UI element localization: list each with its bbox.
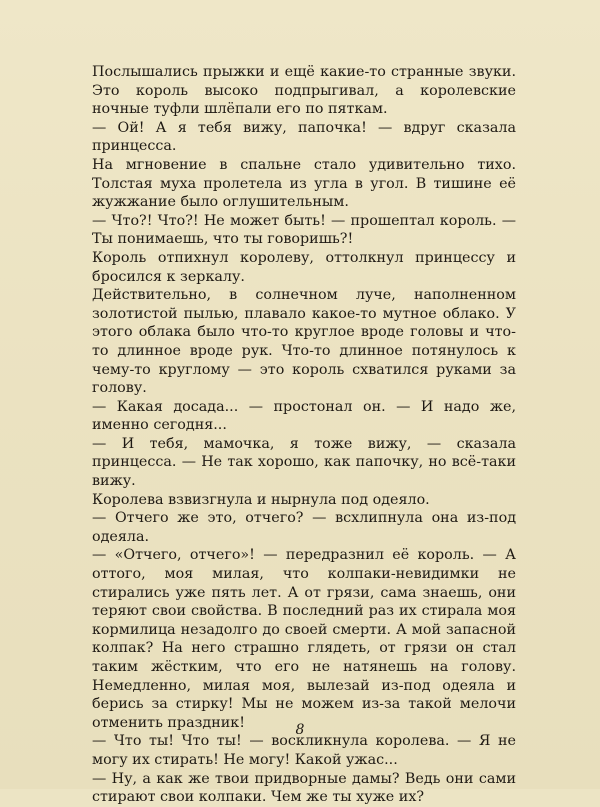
page-text [92, 63, 516, 807]
paragraph-3: На мгновение в спальне стало удивительно тихо. Толстая муха пролетела из угла в угол. В тишине её жужжание было оглушительным. [92, 156, 516, 211]
paragraph-12: — Что ты! Что ты! — воскликнула королева. — Я не могу их стирать! Не могу! Какой ужас... [92, 733, 516, 768]
paragraph-13: — Ну, а как же твои придворные дамы? Ведь они сами стирают свои колпаки. Чем же ты хуже их? [92, 770, 516, 806]
paragraph-2: — Ой! А я тебя вижу, папочка! — вдруг сказала принцесса. [92, 119, 516, 155]
paragraph-4: — Что?! Что?! Не может быть! — прошептал король. — Ты понимаешь, что ты говоришь?! [92, 212, 516, 248]
paragraph-8: — И тебя, мамочка, я тоже вижу, — сказала принцесса. — Не так хорошо, как папочку, но всё-таки вижу. [92, 435, 516, 490]
paragraph-10: — Отчего же это, отчего? — всхлипнула она из-под одеяла. [92, 510, 516, 545]
paragraph-9: Королева взвизгнула и нырнула под одеяло. [92, 491, 430, 508]
paragraph-6: Действительно, в солнечном луче, наполненном золотистой пылью, плавало какое-то мутное облако. У этого облака было что-то круглое вроде головы и что-то длинное вроде рук. Что-то длинное потянулось к чему-то круглому — это король схватился руками за голову. [92, 287, 516, 397]
paragraph-7: — Какая досада... — простонал он. — И надо же, именно сегодня... [92, 398, 516, 434]
paragraph-5: Король отпихнул королеву, оттолкнул принцессу и бросился к зеркалу. [92, 249, 516, 285]
page-number: 8 [295, 722, 305, 738]
paragraph-1: Послышались прыжки и ещё какие-то странные звуки. Это король высоко подпрыгивал, а королевские ночные туфли шлёпали его по пяткам. [92, 64, 516, 118]
paragraph-11: — «Отчего, отчего»! — передразнил её король. — А оттого, моя милая, что колпаки-невидимки не стирались уже пять лет. А от грязи, сама знаешь, они теряют свои свойства. В последний раз их стирала моя кормилица незадолго до своей смерти. А мой запасной колпак? На него страшно глядеть, от грязи он стал таким жёстким, что его не натянешь на голову. Немедленно, милая моя, вылезай из-под одеяла и берись за стирку! Мы не можем из-за такой мелочи отменить праздник! [92, 547, 516, 731]
